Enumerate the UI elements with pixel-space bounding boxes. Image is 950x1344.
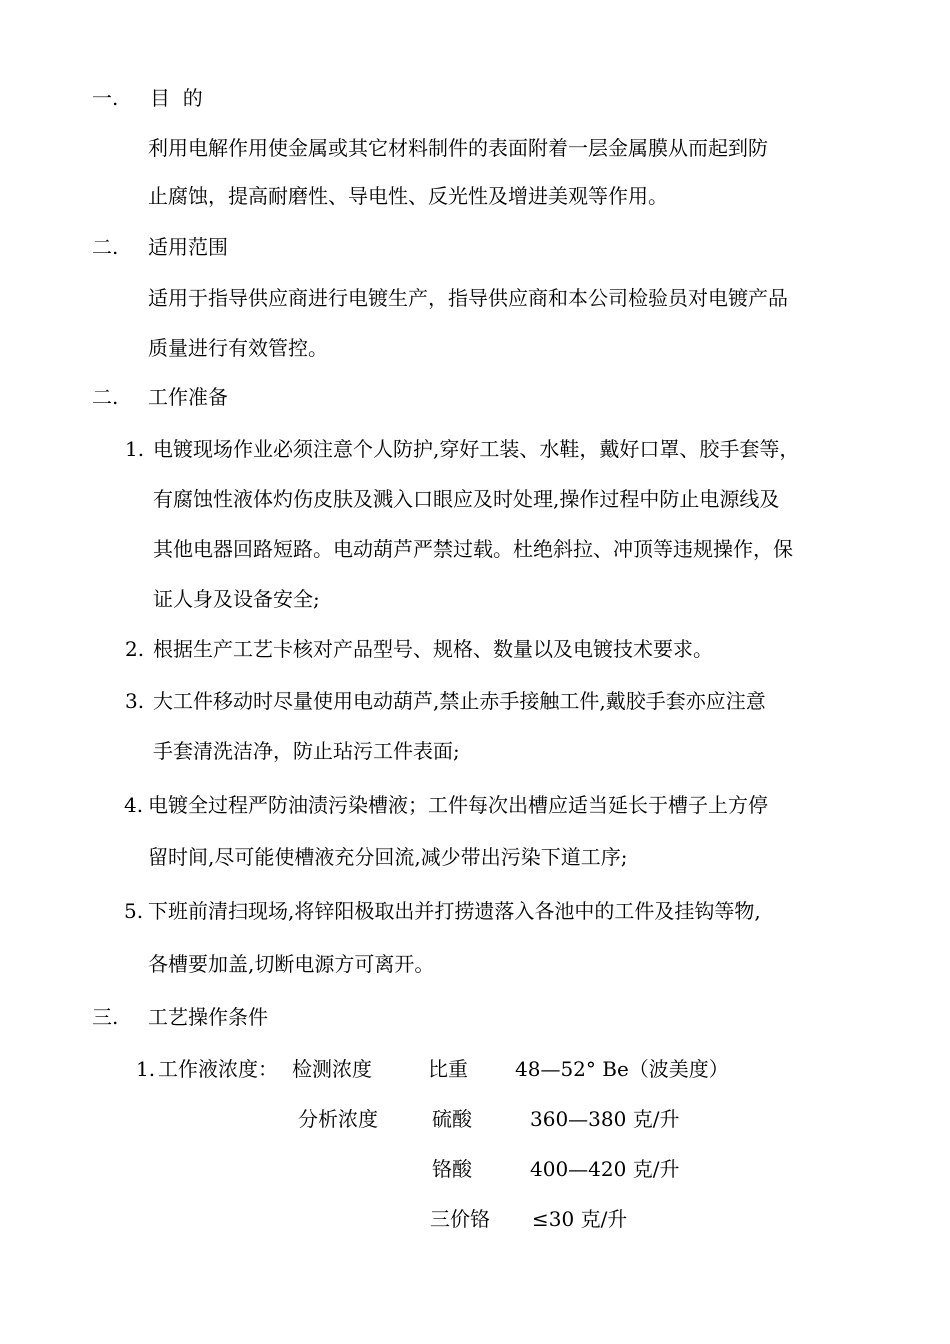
condition-number: 1. xyxy=(136,1057,156,1081)
section-3-number: 二. xyxy=(92,385,119,409)
analysis-item: 三价铬 xyxy=(430,1207,490,1231)
analysis-value: 400—420 克/升 xyxy=(530,1157,680,1181)
analysis-concentration-label: 分析浓度 xyxy=(298,1107,378,1131)
prep-item-line: 下班前清扫现场,将锌阳极取出并打捞遗落入各池中的工件及挂钩等物, xyxy=(148,899,761,923)
prep-item-line: 其他电器回路短路。电动葫芦严禁过载。杜绝斜拉、冲顶等违规操作，保 xyxy=(153,537,793,561)
condition-label: 工作液浓度： xyxy=(158,1057,278,1081)
prep-item-line: 手套清洗洁净，防止玷污工件表面; xyxy=(153,739,460,763)
prep-item-number: 5. xyxy=(124,899,144,923)
section-1-title: 目 的 xyxy=(150,86,203,110)
section-1-text-line: 利用电解作用使金属或其它材料制件的表面附着一层金属膜从而起到防 xyxy=(148,136,768,160)
section-4-title: 工艺操作条件 xyxy=(148,1005,268,1029)
analysis-value: ≤30 克/升 xyxy=(532,1207,628,1231)
detect-value: 48—52° Be（波美度） xyxy=(515,1057,729,1081)
section-2-number: 二. xyxy=(92,235,119,259)
prep-item-number: 1. xyxy=(125,437,145,461)
section-1-text-line: 止腐蚀，提高耐磨性、导电性、反光性及增进美观等作用。 xyxy=(148,184,668,208)
detect-item: 比重 xyxy=(428,1057,468,1081)
analysis-item: 铬酸 xyxy=(432,1157,472,1181)
prep-item-line: 证人身及设备安全; xyxy=(153,587,320,611)
prep-item-line: 有腐蚀性液体灼伤皮肤及溅入口眼应及时处理,操作过程中防止电源线及 xyxy=(153,487,780,511)
prep-item-number: 2. xyxy=(125,637,145,661)
section-4-number: 三. xyxy=(92,1005,119,1029)
section-1-number: 一. xyxy=(92,86,119,110)
prep-item-number: 4. xyxy=(124,793,144,817)
section-2-text-line: 适用于指导供应商进行电镀生产，指导供应商和本公司检验员对电镀产品 xyxy=(148,286,788,310)
prep-item-line: 电镀现场作业必须注意个人防护,穿好工装、水鞋，戴好口罩、胶手套等， xyxy=(153,437,800,461)
prep-item-number: 3. xyxy=(125,689,145,713)
section-3-title: 工作准备 xyxy=(148,385,228,409)
detect-concentration-label: 检测浓度 xyxy=(292,1057,372,1081)
prep-item-line: 留时间,尽可能使槽液充分回流,减少带出污染下道工序; xyxy=(148,845,628,869)
prep-item-line: 大工件移动时尽量使用电动葫芦,禁止赤手接触工件,戴胶手套亦应注意 xyxy=(153,689,766,713)
prep-item-line: 各槽要加盖,切断电源方可离开。 xyxy=(148,952,435,976)
section-2-text-line: 质量进行有效管控。 xyxy=(148,336,328,360)
analysis-value: 360—380 克/升 xyxy=(530,1107,680,1131)
prep-item-line: 电镀全过程严防油渍污染槽液；工件每次出槽应适当延长于槽子上方停 xyxy=(148,793,768,817)
analysis-item: 硫酸 xyxy=(432,1107,472,1131)
prep-item-line: 根据生产工艺卡核对产品型号、规格、数量以及电镀技术要求。 xyxy=(153,637,713,661)
section-2-title: 适用范围 xyxy=(148,235,228,259)
